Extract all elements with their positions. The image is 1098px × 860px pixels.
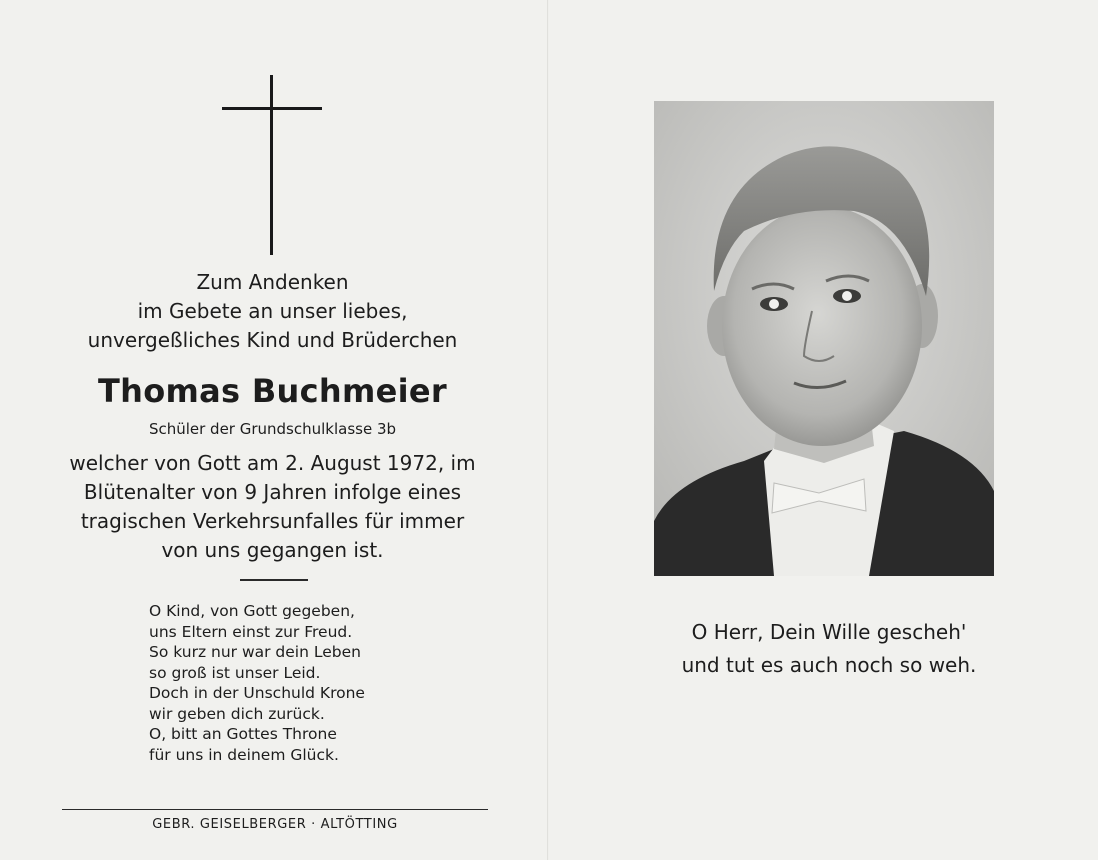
death-notice-text [40,449,505,565]
intro-line: im Gebete an unser liebes, [137,299,408,323]
intro-line: Zum Andenken [196,270,349,294]
poem-line: uns Eltern einst zur Freud. [149,622,353,641]
poem-line: für uns in deinem Glück. [149,745,339,764]
deceased-name: Thomas Buchmeier [98,372,447,410]
quote-line: und tut es auch noch so weh. [681,653,977,677]
intro-text [40,268,505,355]
bottom-rule [62,809,488,810]
left-panel [0,0,547,860]
quote-line: O Herr, Dein Wille gescheh' [691,620,967,644]
notice-line: von uns gegangen ist. [161,538,384,562]
notice-line: welcher von Gott am 2. August 1972, im [69,451,476,475]
divider [240,579,308,581]
notice-line: tragischen Verkehrsunfalles für immer [80,509,465,533]
quote-text [639,616,1019,682]
poem-line: So kurz nur war dein Leben [149,643,361,661]
poem-line: wir geben dich zurück. [149,704,325,723]
cross-icon [222,75,322,255]
poem-line: O Kind, von Gott gegeben, [149,602,355,620]
poem-line: Doch in der Unschuld Krone [149,684,365,702]
notice-line: Blütenalter von 9 Jahren infolge eines [83,480,462,504]
portrait-photo [654,101,994,576]
poem-line: O, bitt an Gottes Throne [149,725,337,743]
poem [149,601,365,765]
intro-line: unvergeßliches Kind und Brüderchen [87,328,458,352]
poem-line: so groß ist unser Leid. [149,663,321,682]
deceased-subtitle: Schüler der Grundschulklasse 3b [148,420,397,438]
right-panel [549,0,1098,860]
publisher-imprint: GEBR. GEISELBERGER · ALTÖTTING [152,817,398,832]
